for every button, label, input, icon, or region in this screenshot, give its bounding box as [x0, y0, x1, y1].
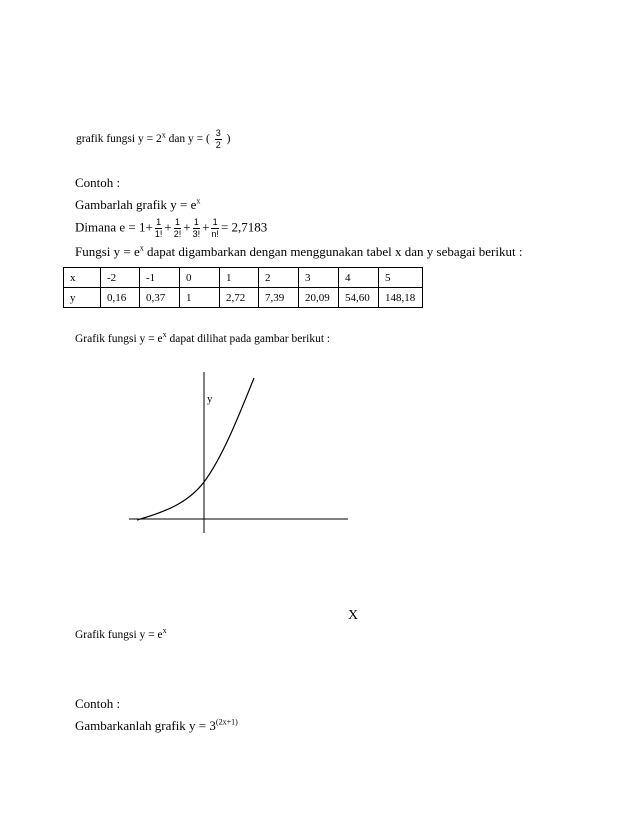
table-cell: 20,09	[299, 288, 339, 308]
table-cell: 0	[180, 268, 220, 288]
euler-value: = 2,7183	[220, 219, 268, 235]
table-cell: 1	[220, 268, 259, 288]
fraction-denominator: 2	[215, 140, 221, 150]
plus-sign: +	[202, 219, 210, 235]
example-label-1: Contoh :	[75, 175, 121, 190]
table-cell: x	[64, 268, 101, 288]
frac-den: 3!	[192, 229, 201, 239]
second-example-exponent: (2x+1)	[215, 717, 238, 727]
table-cell: 5	[379, 268, 423, 288]
frac-num: 1	[193, 217, 199, 227]
graph-intro-prefix: Grafik fungsi y = e	[75, 333, 163, 345]
table-cell: 148,18	[379, 288, 423, 308]
frac-num: 1	[174, 217, 180, 227]
graph-intro-exponent: x	[162, 330, 167, 340]
graph-caption	[75, 626, 167, 641]
example-label-2: Contoh :	[75, 696, 121, 711]
table-intro-suffix: dapat digambarkan dengan menggunakan tabel x dan y sebagai berikut :	[143, 244, 523, 259]
table-cell: 7,39	[259, 288, 299, 308]
table-cell: 3	[299, 268, 339, 288]
line1-prefix: grafik fungsi y = 2	[76, 133, 162, 146]
draw-graph-text: Gambarlah grafik y = e	[75, 197, 197, 212]
caption-prefix: Grafik fungsi y = e	[75, 629, 163, 641]
table-cell: -2	[101, 268, 140, 288]
table-cell: 4	[339, 268, 379, 288]
table-cell: 2,72	[220, 288, 259, 308]
line1-exponent: x	[161, 130, 166, 140]
frac-num: 1	[156, 217, 162, 227]
table-cell: 54,60	[339, 288, 379, 308]
table-cell: 1	[180, 288, 220, 308]
table-cell: 0,16	[101, 288, 140, 308]
table-intro-exponent: x	[139, 243, 144, 253]
table-cell: y	[64, 288, 101, 308]
frac-den: 2!	[173, 229, 182, 239]
plus-sign: +	[183, 219, 191, 235]
line1-suffix: )	[226, 133, 231, 146]
plus-sign: +	[164, 219, 172, 235]
fraction-numerator: 3	[215, 128, 221, 138]
line1-mid: dan y = (	[165, 133, 210, 146]
table-cell: 2	[259, 268, 299, 288]
graph-intro-suffix: dapat dilihat pada gambar berikut :	[166, 333, 331, 345]
frac-den: 1!	[154, 229, 163, 239]
second-example-text: Gambarkanlah grafik y = 3	[75, 718, 216, 733]
x-axis-label: X	[348, 608, 359, 623]
caption-exponent: x	[162, 626, 167, 636]
exponential-curve	[137, 378, 254, 520]
draw-graph-exponent: x	[196, 196, 201, 206]
second-example-instruction	[75, 718, 238, 734]
euler-prefix: Dimana e = 1+	[75, 219, 153, 235]
frac-den: n!	[211, 229, 219, 239]
frac-num: 1	[212, 217, 218, 227]
table-cell: -1	[140, 268, 180, 288]
table-intro-prefix: Fungsi y = e	[75, 244, 140, 259]
y-axis-label: y	[207, 393, 213, 405]
table-cell: 0,37	[140, 288, 180, 308]
